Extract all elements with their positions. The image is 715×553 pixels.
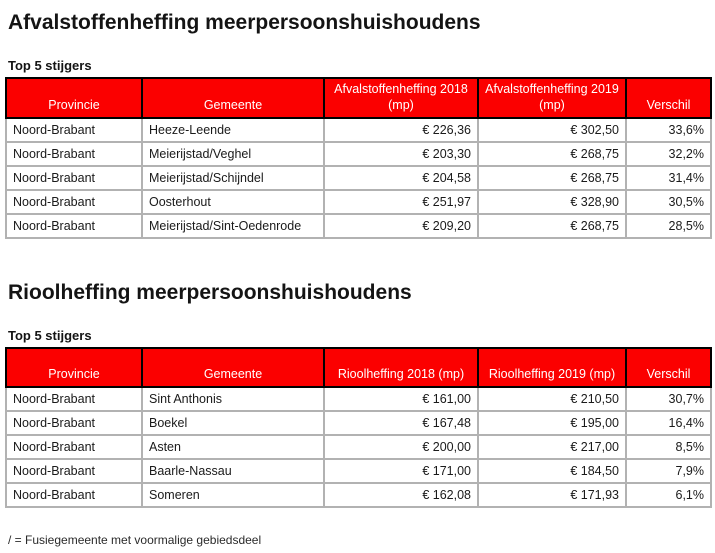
cell-verschil: 30,5%: [626, 190, 711, 214]
afvalstoffenheffing-table-body: [6, 118, 711, 238]
cell-provincie: Noord-Brabant: [6, 411, 142, 435]
column-header-afvalstoffenheffing-2019: Afvalstoffenheffing 2019 (mp): [478, 78, 626, 118]
cell-gemeente: Boekel: [142, 411, 324, 435]
table-row: [6, 214, 711, 238]
cell-gemeente: Oosterhout: [142, 190, 324, 214]
cell-heffing-2019: € 171,93: [478, 483, 626, 507]
subtitle-top5-stijgers-1: Top 5 stijgers: [8, 58, 92, 74]
table-row: [6, 435, 711, 459]
cell-heffing-2018: € 251,97: [324, 190, 478, 214]
cell-provincie: Noord-Brabant: [6, 118, 142, 142]
cell-verschil: 16,4%: [626, 411, 711, 435]
cell-heffing-2018: € 161,00: [324, 387, 478, 411]
cell-heffing-2019: € 268,75: [478, 214, 626, 238]
column-header-gemeente: Gemeente: [142, 78, 324, 118]
table-row: [6, 166, 711, 190]
cell-verschil: 6,1%: [626, 483, 711, 507]
cell-provincie: Noord-Brabant: [6, 387, 142, 411]
column-header-provincie: Provincie: [6, 348, 142, 387]
cell-heffing-2018: € 226,36: [324, 118, 478, 142]
cell-heffing-2019: € 268,75: [478, 166, 626, 190]
rioolheffing-table-header: [6, 348, 711, 387]
cell-verschil: 30,7%: [626, 387, 711, 411]
cell-heffing-2019: € 302,50: [478, 118, 626, 142]
cell-provincie: Noord-Brabant: [6, 142, 142, 166]
cell-heffing-2019: € 217,00: [478, 435, 626, 459]
cell-provincie: Noord-Brabant: [6, 190, 142, 214]
column-header-verschil: Verschil: [626, 78, 711, 118]
table-row: [6, 118, 711, 142]
table-row: [6, 459, 711, 483]
cell-heffing-2019: € 328,90: [478, 190, 626, 214]
cell-heffing-2019: € 210,50: [478, 387, 626, 411]
cell-verschil: 28,5%: [626, 214, 711, 238]
cell-heffing-2018: € 162,08: [324, 483, 478, 507]
afvalstoffenheffing-table: [5, 77, 712, 239]
cell-heffing-2019: € 195,00: [478, 411, 626, 435]
cell-provincie: Noord-Brabant: [6, 166, 142, 190]
cell-verschil: 8,5%: [626, 435, 711, 459]
table-row: [6, 411, 711, 435]
table-row: [6, 387, 711, 411]
cell-heffing-2018: € 203,30: [324, 142, 478, 166]
column-header-rioolheffing-2018: Rioolheffing 2018 (mp): [324, 348, 478, 387]
cell-heffing-2019: € 268,75: [478, 142, 626, 166]
cell-heffing-2019: € 184,50: [478, 459, 626, 483]
cell-provincie: Noord-Brabant: [6, 435, 142, 459]
cell-gemeente: Asten: [142, 435, 324, 459]
afvalstoffenheffing-table-header: [6, 78, 711, 118]
header-row: [6, 78, 711, 118]
cell-gemeente: Heeze-Leende: [142, 118, 324, 142]
subtitle-top5-stijgers-2: Top 5 stijgers: [8, 328, 92, 344]
cell-provincie: Noord-Brabant: [6, 214, 142, 238]
section-afvalstoffenheffing: [5, 10, 710, 239]
cell-verschil: 7,9%: [626, 459, 711, 483]
cell-verschil: 33,6%: [626, 118, 711, 142]
table-row: [6, 483, 711, 507]
rioolheffing-table-body: [6, 387, 711, 507]
cell-heffing-2018: € 171,00: [324, 459, 478, 483]
column-header-rioolheffing-2019: Rioolheffing 2019 (mp): [478, 348, 626, 387]
cell-heffing-2018: € 167,48: [324, 411, 478, 435]
table-row: [6, 142, 711, 166]
cell-heffing-2018: € 200,00: [324, 435, 478, 459]
cell-verschil: 31,4%: [626, 166, 711, 190]
rioolheffing-table: [5, 347, 712, 508]
page-title-afvalstoffenheffing: Afvalstoffenheffing meerpersoonshuishoudens: [8, 11, 481, 34]
column-header-afvalstoffenheffing-2018: Afvalstoffenheffing 2018 (mp): [324, 78, 478, 118]
footnote-fusiegemeente: / = Fusiegemeente met voormalige gebiedsdeel: [8, 533, 262, 548]
table-row: [6, 190, 711, 214]
cell-gemeente: Sint Anthonis: [142, 387, 324, 411]
cell-provincie: Noord-Brabant: [6, 483, 142, 507]
cell-gemeente: Baarle-Nassau: [142, 459, 324, 483]
cell-heffing-2018: € 204,58: [324, 166, 478, 190]
cell-provincie: Noord-Brabant: [6, 459, 142, 483]
section-rioolheffing: [5, 280, 710, 508]
cell-gemeente: Meierijstad/Schijndel: [142, 166, 324, 190]
cell-verschil: 32,2%: [626, 142, 711, 166]
cell-gemeente: Meierijstad/Veghel: [142, 142, 324, 166]
column-header-provincie: Provincie: [6, 78, 142, 118]
cell-heffing-2018: € 209,20: [324, 214, 478, 238]
cell-gemeente: Meierijstad/Sint-Oedenrode: [142, 214, 324, 238]
header-row: [6, 348, 711, 387]
column-header-verschil: Verschil: [626, 348, 711, 387]
column-header-gemeente: Gemeente: [142, 348, 324, 387]
cell-gemeente: Someren: [142, 483, 324, 507]
page-title-rioolheffing: Rioolheffing meerpersoonshuishoudens: [8, 281, 412, 305]
